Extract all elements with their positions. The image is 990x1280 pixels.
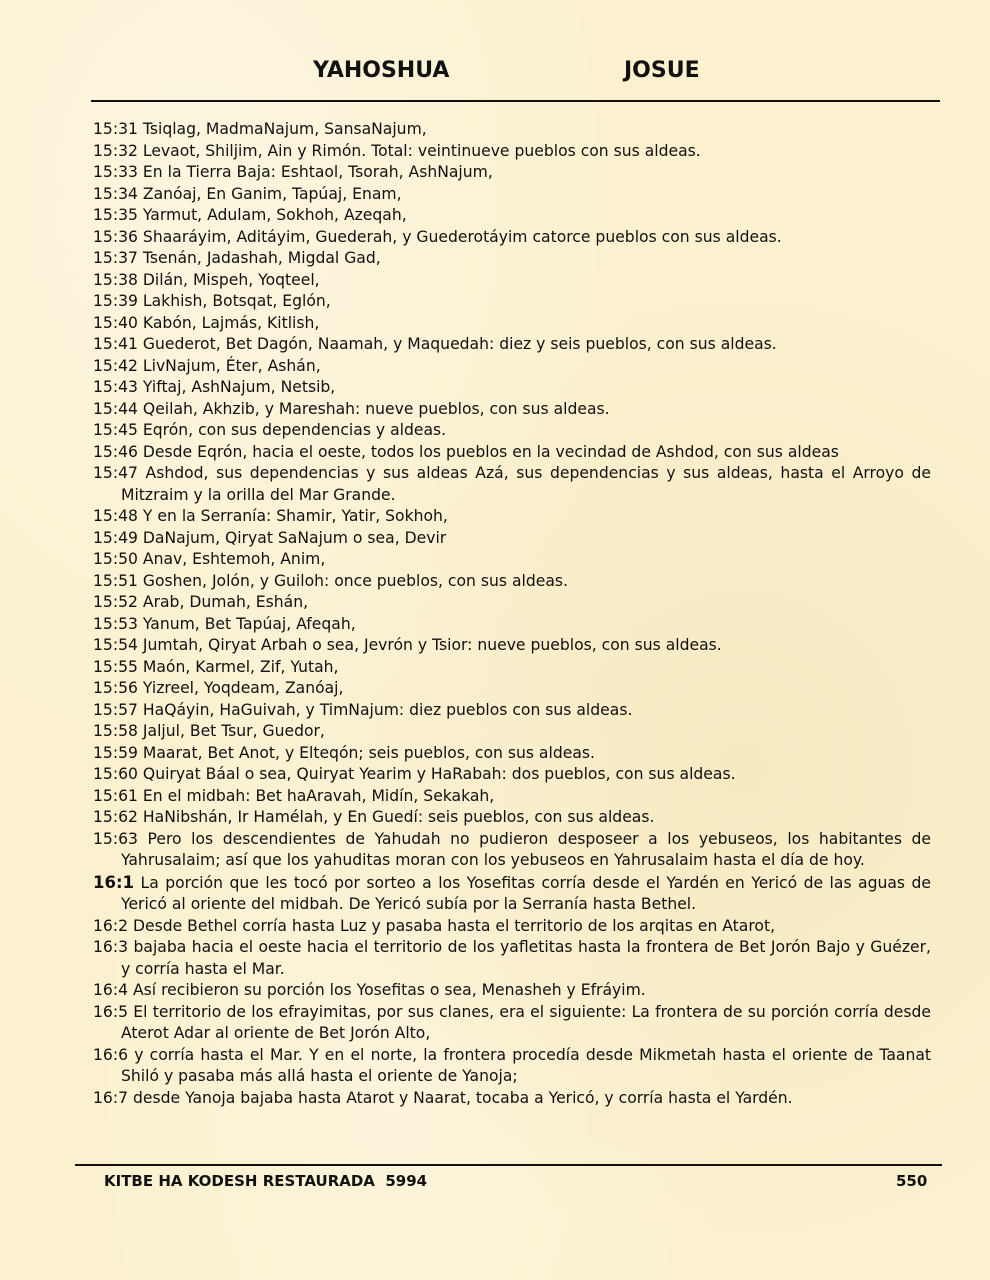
verse-reference: 15:43 — [93, 378, 138, 396]
verse-15-50 — [93, 549, 931, 571]
verse-text: Lakhish, Botsqat, Eglón, — [142, 292, 331, 310]
verse-15-54 — [93, 635, 931, 657]
verse-15-42 — [93, 356, 931, 378]
verse-text: LivNajum, Éter, Ashán, — [142, 356, 321, 375]
verse-reference: 15:42 — [93, 356, 138, 375]
verse-reference: 15:38 — [93, 270, 138, 289]
verse-15-41 — [93, 334, 931, 356]
verse-text: Tsenán, Jadashah, Migdal Gad, — [142, 249, 381, 267]
verse-text: En el midbah: Bet haAravah, Midín, Sekakah, — [142, 786, 495, 805]
verse-text: Yiftaj, AshNajum, Netsib, — [142, 378, 336, 396]
verse-reference: 15:57 — [93, 700, 138, 719]
verse-15-33 — [93, 162, 931, 184]
verse-text: Yanum, Bet Tapúaj, Afeqah, — [142, 614, 356, 633]
verse-text: y corría hasta el Mar. Y en el norte, la frontera procedía desde Mikmetah hasta el oriente de Taanat Shiló y pasaba más allá hasta el oriente de Yanoja; — [121, 1045, 931, 1085]
verse-15-38 — [93, 270, 931, 292]
verse-16-3 — [93, 937, 931, 980]
verse-15-61 — [93, 786, 931, 808]
verse-text: Desde Eqrón, hacia el oeste, todos los pueblos en la vecindad de Ashdod, con sus aldeas — [142, 442, 839, 461]
book-title-hebrew: YAHOSHUA — [313, 58, 450, 83]
verse-reference: 16:6 — [93, 1045, 129, 1064]
verse-15-36 — [93, 227, 931, 249]
verse-15-51 — [93, 571, 931, 593]
verse-15-63 — [93, 829, 931, 872]
verse-reference: 16:5 — [93, 1002, 129, 1021]
verse-15-57 — [93, 700, 931, 722]
verse-reference: 15:33 — [93, 163, 138, 181]
verse-text: Jaljul, Bet Tsur, Guedor, — [142, 722, 325, 740]
verse-16-6 — [93, 1045, 931, 1088]
verse-reference: 16:7 — [93, 1088, 129, 1107]
verse-15-55 — [93, 657, 931, 679]
verse-15-44 — [93, 399, 931, 421]
verse-text: Anav, Eshtemoh, Anim, — [142, 550, 326, 568]
verse-15-58 — [93, 721, 931, 743]
verse-text: Y en la Serranía: Shamir, Yatir, Sokhoh, — [142, 507, 448, 525]
header-divider — [91, 100, 940, 102]
verse-reference: 16:3 — [93, 938, 129, 956]
verse-text: Eqrón, con sus dependencias y aldeas. — [142, 421, 447, 439]
verse-text: Kabón, Lajmás, Kitlish, — [142, 313, 320, 332]
verse-text: La porción que les tocó por sorteo a los Yosefitas corría desde el Yardén en Yericó de las aguas de Yericó al oriente del midbah. De Yericó subía por la Serranía hasta Bethel. — [121, 873, 931, 913]
verse-text: El territorio de los efrayimitas, por sus clanes, era el siguiente: La frontera de su porción corría desde Aterot Adar al oriente de Bet Jorón Alto, — [121, 1002, 931, 1042]
verse-15-56 — [93, 678, 931, 700]
verse-reference: 15:58 — [93, 722, 138, 740]
verse-reference: 15:63 — [93, 829, 138, 848]
verse-reference: 16:4 — [93, 981, 129, 999]
verse-15-47 — [93, 463, 931, 506]
footer-divider — [75, 1164, 942, 1166]
verse-reference: 15:50 — [93, 550, 138, 568]
verse-reference: 15:53 — [93, 614, 138, 633]
verse-text: Así recibieron su porción los Yosefitas o sea, Menasheh y Efráyim. — [133, 981, 646, 999]
verse-reference: 15:31 — [93, 120, 138, 138]
verse-reference: 15:48 — [93, 507, 138, 525]
verse-reference: 15:35 — [93, 206, 138, 224]
verse-15-59 — [93, 743, 931, 765]
verse-text: Guederot, Bet Dagón, Naamah, y Maquedah: diez y seis pueblos, con sus aldeas. — [142, 335, 777, 353]
verse-reference: 15:47 — [93, 464, 138, 482]
verse-reference: 15:61 — [93, 786, 138, 805]
verse-reference: 15:52 — [93, 593, 138, 611]
verse-text: HaNibshán, Ir Hamélah, y En Guedí: seis pueblos, con sus aldeas. — [142, 808, 655, 826]
verse-reference: 15:39 — [93, 292, 138, 310]
verse-16-2 — [93, 916, 931, 938]
verse-15-48 — [93, 506, 931, 528]
verse-text: Zanóaj, En Ganim, Tapúaj, Enam, — [142, 184, 402, 203]
verse-text: Qeilah, Akhzib, y Mareshah: nueve pueblos, con sus aldeas. — [142, 399, 610, 418]
book-title-spanish: JOSUE — [624, 58, 700, 83]
verse-reference: 15:55 — [93, 657, 138, 676]
footer-title: KITBE HA KODESH RESTAURADA 5994 — [104, 1172, 428, 1190]
verse-16-5 — [93, 1002, 931, 1045]
verse-15-45 — [93, 420, 931, 442]
verse-15-35 — [93, 205, 931, 227]
verse-text: Yizreel, Yoqdeam, Zanóaj, — [142, 679, 344, 697]
verse-reference: 15:36 — [93, 227, 138, 246]
verse-reference: 15:45 — [93, 421, 138, 439]
verse-text: Goshen, Jolón, y Guiloh: once pueblos, con sus aldeas. — [142, 571, 568, 590]
verse-text: Quiryat Báal o sea, Quiryat Yearim y HaRabah: dos pueblos, con sus aldeas. — [142, 765, 736, 783]
verse-15-43 — [93, 377, 931, 399]
verse-15-31 — [93, 119, 931, 141]
verse-15-60 — [93, 764, 931, 786]
verse-reference: 15:41 — [93, 335, 138, 353]
verse-text: Dilán, Mispeh, Yoqteel, — [142, 270, 320, 289]
verse-15-49 — [93, 528, 931, 550]
verse-16-4 — [93, 980, 931, 1002]
verse-reference: 16:1 — [93, 872, 135, 892]
verse-reference: 16:2 — [93, 916, 129, 935]
verse-reference: 15:51 — [93, 571, 138, 590]
verse-16-1 — [93, 872, 931, 916]
verse-text: Ashdod, sus dependencias y sus aldeas Azá, sus dependencias y sus aldeas, hasta el Arroyo de Mitzraim y la orilla del Mar Grande. — [121, 464, 931, 504]
verse-reference: 15:37 — [93, 249, 138, 267]
verse-16-7 — [93, 1088, 931, 1110]
verse-15-62 — [93, 807, 931, 829]
verse-text: Tsiqlag, MadmaNajum, SansaNajum, — [142, 120, 427, 138]
verse-reference: 15:62 — [93, 808, 138, 826]
verse-text: Desde Bethel corría hasta Luz y pasaba hasta el territorio de los arqitas en Atarot, — [133, 916, 776, 935]
verse-text: HaQáyin, HaGuivah, y TimNajum: diez pueblos con sus aldeas. — [142, 700, 633, 719]
verse-text: Shaaráyim, Aditáyim, Guederah, y Guederotáyim catorce pueblos con sus aldeas. — [142, 227, 782, 246]
page-number: 550 — [896, 1172, 928, 1190]
verse-text: Maarat, Bet Anot, y Elteqón; seis pueblos, con sus aldeas. — [142, 743, 595, 762]
verse-15-53 — [93, 614, 931, 636]
page-header — [0, 58, 990, 90]
verse-reference: 15:44 — [93, 399, 138, 418]
verse-reference: 15:32 — [93, 141, 138, 160]
verse-text: desde Yanoja bajaba hasta Atarot y Naarat, tocaba a Yericó, y corría hasta el Yardén. — [133, 1088, 793, 1107]
verse-15-34 — [93, 184, 931, 206]
verse-text: Levaot, Shiljim, Ain y Rimón. Total: veintinueve pueblos con sus aldeas. — [142, 141, 701, 160]
verse-15-46 — [93, 442, 931, 464]
verse-reference: 15:56 — [93, 679, 138, 697]
verse-list — [93, 119, 931, 1109]
verse-text: bajaba hacia el oeste hacia el territorio de los yafletitas hasta la frontera de Bet Jorón Bajo y Guézer, y corría hasta el Mar. — [121, 938, 931, 978]
verse-text: Jumtah, Qiryat Arbah o sea, Jevrón y Tsior: nueve pueblos, con sus aldeas. — [142, 636, 722, 654]
verse-15-39 — [93, 291, 931, 313]
verse-reference: 15:34 — [93, 184, 138, 203]
verse-15-52 — [93, 592, 931, 614]
verse-15-37 — [93, 248, 931, 270]
verse-text: En la Tierra Baja: Eshtaol, Tsorah, AshNajum, — [142, 163, 493, 181]
verse-text: Arab, Dumah, Eshán, — [142, 593, 309, 611]
verse-reference: 15:60 — [93, 765, 138, 783]
verse-15-32 — [93, 141, 931, 163]
verse-reference: 15:59 — [93, 743, 138, 762]
verse-reference: 15:49 — [93, 528, 138, 547]
verse-reference: 15:40 — [93, 313, 138, 332]
verse-text: DaNajum, Qiryat SaNajum o sea, Devir — [142, 528, 447, 547]
verse-reference: 15:54 — [93, 636, 138, 654]
verse-text: Maón, Karmel, Zif, Yutah, — [142, 657, 339, 676]
verse-reference: 15:46 — [93, 442, 138, 461]
verse-15-40 — [93, 313, 931, 335]
verse-text: Yarmut, Adulam, Sokhoh, Azeqah, — [142, 206, 407, 224]
verse-text: Pero los descendientes de Yahudah no pudieron desposeer a los yebuseos, los habitantes de Yahrusalaim; así que los yahuditas moran con los yebuseos en Yahrusalaim hasta el día de hoy. — [121, 829, 932, 869]
